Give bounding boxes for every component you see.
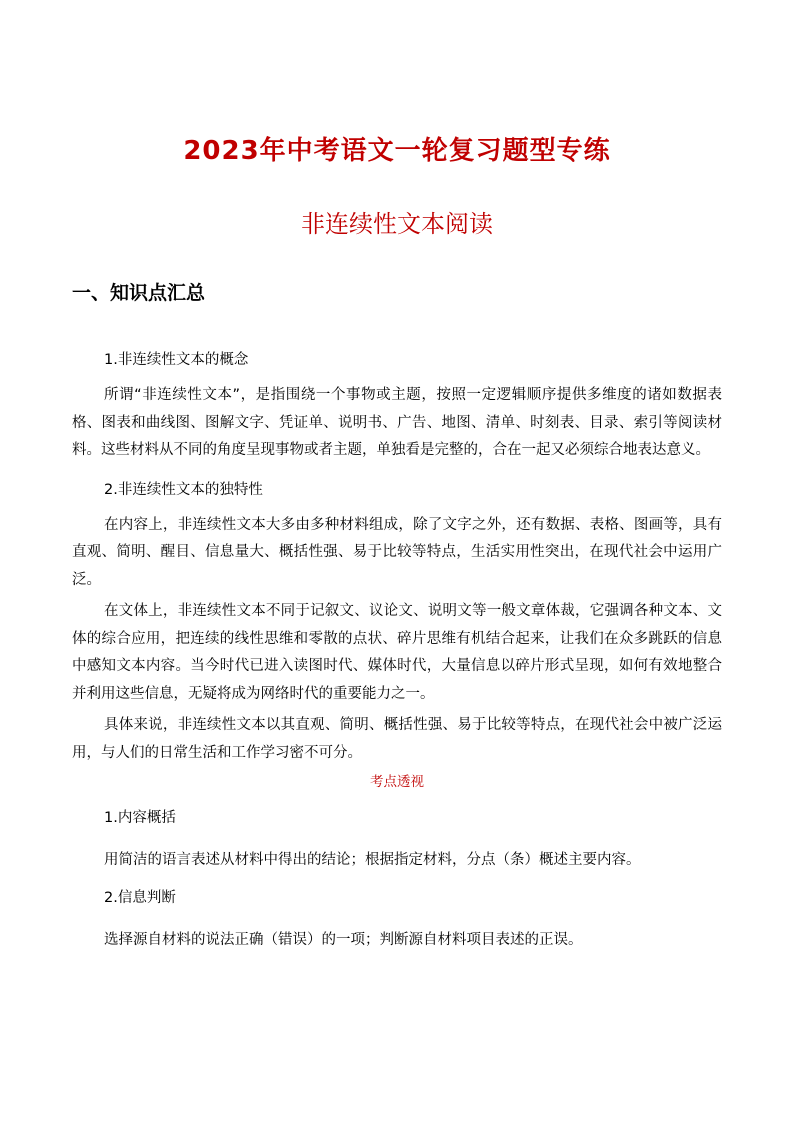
point1-heading: 1.非连续性文本的概念 bbox=[104, 352, 249, 368]
point1-paragraph: 所谓“非连续性文本”，是指围绕一个事物或主题，按照一定逻辑顺序提供多维度的诸如数据表格、图表和曲线图、图解文字、凭证单、说明书、广告、地图、清单、时刻表、目录、索引等阅读材料。这些材料从不同的角度呈现事物或者主题，单独看是完整的，合在一起又必须综合地表达意义。 bbox=[72, 387, 722, 458]
page-subtitle: 非连续性文本阅读 bbox=[301, 210, 493, 238]
point2-heading: 2.非连续性文本的独特性 bbox=[104, 481, 263, 498]
page-title: 2023年中考语文一轮复习题型专练 bbox=[183, 136, 611, 166]
kaodian-label: 考点透视 bbox=[370, 774, 424, 790]
section-content bbox=[72, 348, 722, 953]
point2-paragraph-summary: 具体来说，非连续性文本以其直观、简明、概括性强、易于比较等特点，在现代社会中被广泛运用，与人们的日常生活和工作学习密不可分。 bbox=[72, 717, 722, 761]
kp2-heading: 2.信息判断 bbox=[104, 890, 176, 906]
kp1-text: 用简洁的语言表述从材料中得出的结论；根据指定材料，分点（条）概述主要内容。 bbox=[104, 852, 641, 868]
section-heading-knowledge-summary: 一、知识点汇总 bbox=[72, 282, 206, 304]
kp1-heading: 1.内容概括 bbox=[104, 810, 176, 826]
point2-paragraph-genre: 在文体上，非连续性文本不同于记叙文、议论文、说明文等一般文章体裁，它强调各种文本、文体的综合应用，把连续的线性思维和零散的点状、碎片思维有机结合起来，让我们在众多跳跃的信息中感知文本内容。当今时代已进入读图时代、媒体时代，大量信息以碎片形式呈现，如何有效地整合并利用这些信息，无疑将成为网络时代的重要能力之一。 bbox=[72, 603, 722, 702]
point2-paragraph-content: 在内容上，非连续性文本大多由多种材料组成，除了文字之外，还有数据、表格、图画等，具有直观、简明、醒目、信息量大、概括性强、易于比较等特点，生活实用性突出，在现代社会中运用广泛。 bbox=[72, 516, 722, 588]
kp2-text: 选择源自材料的说法正确（错误）的一项；判断源自材料项目表述的正误。 bbox=[104, 932, 583, 948]
